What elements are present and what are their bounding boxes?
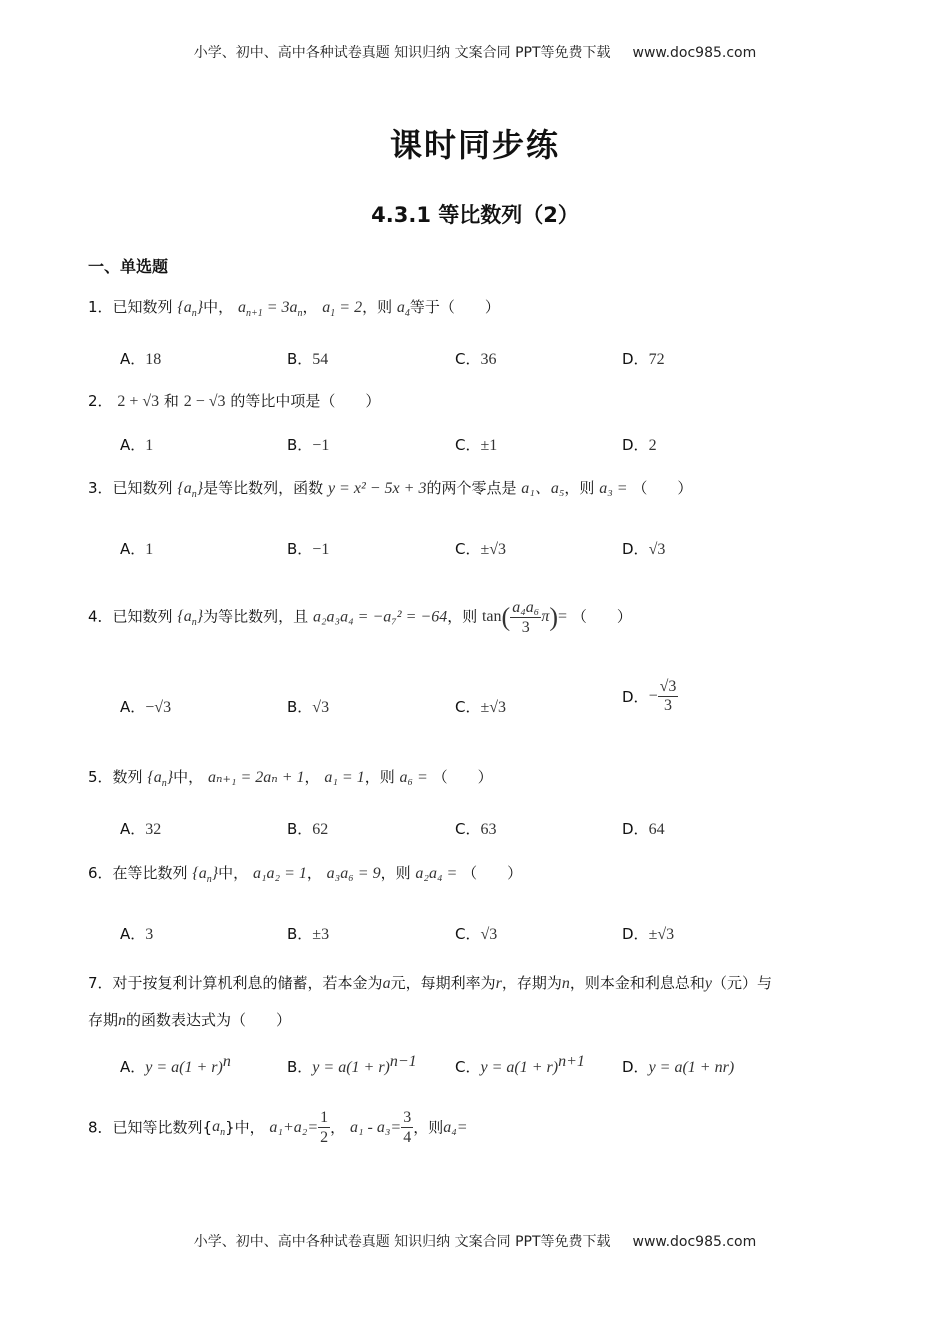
- question-text: 数列: [112, 768, 143, 786]
- question-text: 和: [163, 392, 179, 410]
- question-number: 5．: [88, 768, 113, 786]
- question-number: 3．: [88, 479, 113, 497]
- option-c[interactable]: C．√3: [455, 925, 498, 943]
- question-text: ，则: [380, 864, 411, 882]
- question-6: [88, 864, 522, 886]
- question-4: [88, 598, 632, 637]
- options-q1: [120, 348, 880, 378]
- math-sequence: $\{a_n\}$: [177, 608, 204, 629]
- question-text: 中，: [173, 768, 204, 786]
- option-a[interactable]: A．32: [120, 820, 162, 838]
- option-c[interactable]: C．±1: [455, 436, 498, 454]
- question-3: [88, 479, 692, 501]
- question-text: （ ）: [571, 607, 632, 626]
- math-ask: a₄=: [443, 1119, 468, 1137]
- question-text: 的两个零点是: [426, 479, 517, 497]
- option-a[interactable]: A．$y = a(1 + r)^n$: [120, 1053, 231, 1076]
- question-5: [88, 768, 493, 790]
- options-q2: [120, 434, 880, 464]
- question-text: ，存期为: [501, 974, 562, 992]
- math-recurrence: aₙ₊₁ = 2aₙ + 1: [207, 769, 305, 786]
- option-a[interactable]: A．1: [120, 436, 154, 454]
- option-b[interactable]: B．62: [287, 820, 329, 838]
- question-text: 已知数列: [112, 607, 173, 626]
- option-b[interactable]: B．−1: [287, 436, 330, 454]
- math-fraction: $\frac{1}{2}$: [320, 1109, 329, 1147]
- option-c[interactable]: C．±√3: [455, 698, 507, 716]
- question-text: ，则: [413, 1118, 444, 1137]
- question-2: [88, 392, 380, 411]
- options-q6: [120, 923, 880, 953]
- option-d[interactable]: D．2: [622, 436, 657, 454]
- question-number: 6．: [88, 864, 113, 882]
- header-site-link[interactable]: www.doc985.com: [632, 45, 757, 61]
- question-text: ，则: [447, 607, 478, 626]
- math-tan-expr: tan( $\frac{\text{a₄a₆}}{3}$ π)=: [481, 599, 568, 637]
- math-ask: a₆ =: [399, 769, 428, 786]
- math-expr: 2 − √3: [183, 393, 226, 410]
- question-8: [88, 1108, 468, 1147]
- math-zeros: a₁、a₅: [521, 480, 565, 497]
- question-text: 元，每期利率为: [390, 974, 496, 992]
- options-q5: [120, 818, 880, 848]
- math-condition: a₃a₆ = 9: [326, 865, 381, 882]
- page-footer: [0, 1231, 950, 1251]
- math-var: a: [382, 975, 391, 992]
- question-text: 中，: [203, 298, 234, 316]
- section-heading: 一、单选题: [88, 257, 169, 276]
- page-title: 课时同步练: [389, 126, 560, 164]
- page-header: [0, 42, 950, 62]
- question-text: }中，: [225, 1118, 265, 1137]
- question-number: 7．: [88, 974, 113, 992]
- question-text: ，则本金和利息总和: [569, 974, 705, 992]
- math-sequence: $\{a_n\}$: [177, 299, 204, 320]
- question-text: ，则: [364, 768, 395, 786]
- math-var: n: [118, 1012, 127, 1029]
- option-a[interactable]: A．18: [120, 350, 162, 368]
- question-text: ，: [306, 864, 322, 882]
- math-term: $a_4$: [396, 299, 410, 320]
- question-text: 已知数列: [112, 479, 173, 497]
- option-a[interactable]: A．1: [120, 540, 154, 558]
- math-condition: a₁ - a₃=: [349, 1119, 402, 1137]
- option-b[interactable]: B．54: [287, 350, 329, 368]
- math-condition: a₁a₂ = 1: [252, 865, 307, 882]
- question-text: （元）与: [711, 974, 772, 992]
- question-number: 1．: [88, 298, 113, 316]
- math-initial: a₁ = 1: [324, 769, 365, 786]
- options-q4: [120, 678, 880, 726]
- question-text: 已知数列: [112, 298, 173, 316]
- option-d[interactable]: D．±√3: [622, 925, 675, 943]
- question-text: 存期: [88, 1011, 119, 1029]
- question-text: 是等比数列，函数: [203, 479, 324, 497]
- question-number: 8．: [88, 1118, 113, 1137]
- option-b[interactable]: B．±3: [287, 925, 330, 943]
- question-text: 为等比数列，且: [203, 607, 309, 626]
- option-d[interactable]: D．y = a(1 + nr): [622, 1058, 735, 1076]
- option-c[interactable]: C．$y = a(1 + r)^{n+1}$: [455, 1053, 585, 1076]
- option-d[interactable]: D．72: [622, 350, 665, 368]
- question-text: （ ）: [462, 864, 523, 882]
- math-expr: 2 + √3: [117, 393, 160, 410]
- question-text: （ ）: [432, 768, 493, 786]
- question-7: [88, 965, 868, 1039]
- math-condition: a₁+a₂=: [269, 1119, 319, 1137]
- question-number: 2．: [88, 392, 113, 410]
- option-b[interactable]: B．√3: [287, 698, 330, 716]
- math-fraction: $\frac{3}{4}$: [403, 1109, 412, 1147]
- options-q3: [120, 538, 880, 568]
- question-1: [88, 298, 500, 320]
- math-function: y = x² − 5x + 3: [327, 480, 427, 497]
- footer-text: 小学、初中、高中各种试卷真题 知识归纳 文案合同 PPT等免费下载: [193, 1234, 611, 1250]
- math-initial: $a_1 = 2$: [322, 299, 363, 320]
- math-sequence: $\{a_n\}$: [192, 865, 219, 886]
- question-text: 等于（ ）: [409, 298, 500, 316]
- option-b[interactable]: B．−1: [287, 540, 330, 558]
- math-var: n: [561, 975, 570, 992]
- option-d[interactable]: D．− $\frac{√3}{3}$: [622, 678, 677, 714]
- option-c[interactable]: C．±√3: [455, 540, 507, 558]
- option-c[interactable]: C．36: [455, 350, 497, 368]
- math-sequence: $\{a_n\}$: [147, 769, 174, 790]
- question-text: ，则: [362, 298, 393, 316]
- options-q7: [120, 1053, 880, 1083]
- question-text: 中，: [218, 864, 249, 882]
- math-sequence: $\{a_n\}$: [177, 480, 204, 501]
- question-text: 已知等比数列{: [112, 1118, 213, 1137]
- question-text: ，: [302, 298, 318, 316]
- option-c[interactable]: C．63: [455, 820, 497, 838]
- option-b[interactable]: B．$y = a(1 + r)^{n-1}$: [287, 1053, 417, 1076]
- option-d[interactable]: D．√3: [622, 540, 666, 558]
- question-text: ，则: [564, 479, 595, 497]
- math-var: y: [704, 975, 712, 992]
- question-number: 4．: [88, 607, 113, 626]
- question-text: ，: [304, 768, 320, 786]
- footer-site-link[interactable]: www.doc985.com: [632, 1234, 757, 1250]
- question-text: 在等比数列: [112, 864, 188, 882]
- math-term: $a_n$: [212, 1117, 226, 1138]
- question-text: 对于按复利计算机利息的储蓄，若本金为: [112, 974, 383, 992]
- page-subtitle: 4.3.1 等比数列（2）: [371, 203, 579, 227]
- math-condition: a₂a₃a₄ = −a₇² = −64: [312, 608, 448, 626]
- math-var: r: [495, 975, 502, 992]
- option-d[interactable]: D．64: [622, 820, 665, 838]
- question-text: 的函数表达式为（ ）: [126, 1011, 292, 1029]
- question-text: （ ）: [632, 479, 693, 497]
- option-a[interactable]: A．−√3: [120, 698, 172, 716]
- question-text: 的等比中项是（ ）: [230, 392, 381, 410]
- math-ask: a₂a₄ =: [415, 865, 458, 882]
- option-a[interactable]: A．3: [120, 925, 154, 943]
- math-ask: a₃ =: [599, 480, 628, 497]
- header-text: 小学、初中、高中各种试卷真题 知识归纳 文案合同 PPT等免费下载: [193, 45, 611, 61]
- math-recurrence: $a_{n+1} = 3a_n$: [237, 299, 303, 320]
- question-text: ，: [330, 1118, 346, 1137]
